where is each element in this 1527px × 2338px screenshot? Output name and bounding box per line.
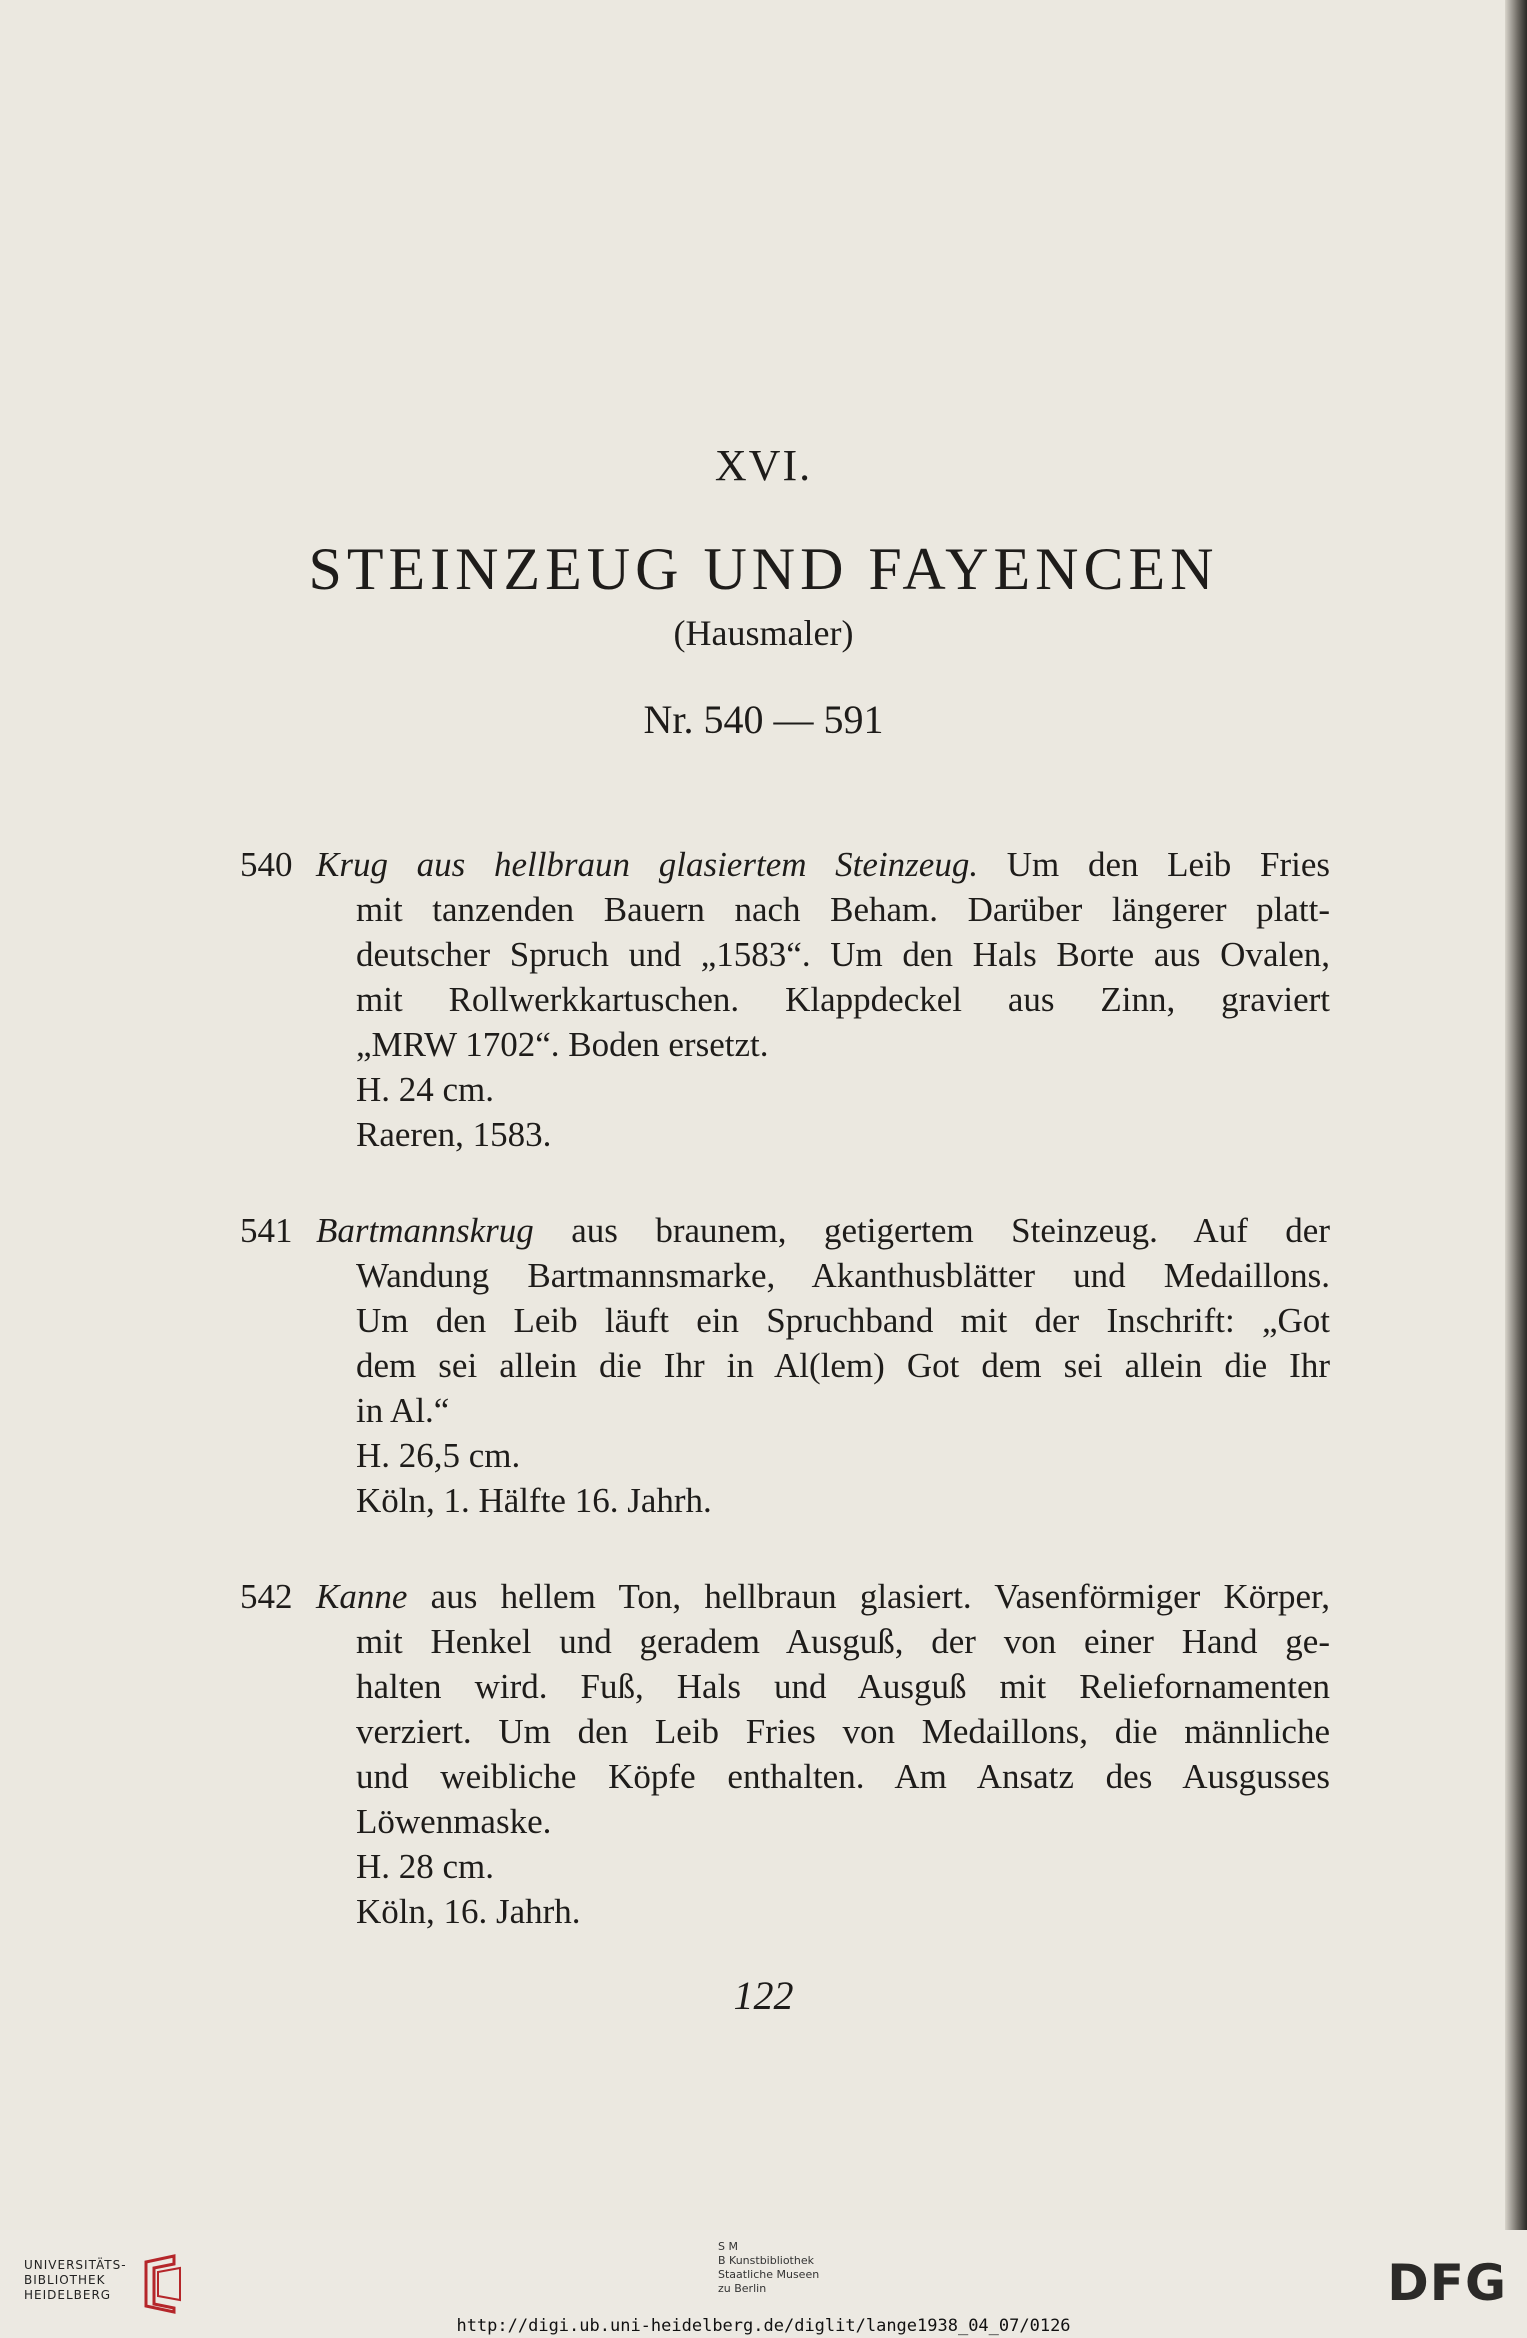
library-line: UNIVERSITÄTS-: [24, 2258, 127, 2272]
entry-line: [240, 1208, 1330, 1253]
section-range: Nr. 540 — 591: [643, 697, 884, 742]
entry-object-title: Kanne: [316, 1577, 408, 1616]
library-name: [24, 2258, 127, 2303]
museum-line: B Kunstbibliothek: [718, 2254, 814, 2267]
entry-line: Um den Leib läuft ein Spruchband mit der Inschrift: „Got: [356, 1301, 1330, 1340]
section-title: STEINZEUG UND FAYENCEN: [308, 536, 1219, 602]
entry-text: aus braunem, getigertem Steinzeug. Auf der: [533, 1211, 1330, 1250]
entry-line: Wandung Bartmannsmarke, Akanthusblätter und Medaillons.: [356, 1256, 1330, 1295]
page-edge-shadow: [1505, 0, 1527, 2230]
dfg-logo: DFG: [1387, 2254, 1507, 2312]
museum-line: Staatliche Museen: [718, 2268, 820, 2281]
entry-line: [240, 1574, 1330, 1619]
entry-height: H. 26,5 cm.: [356, 1436, 521, 1475]
entry-line: deutscher Spruch und „1583“. Um den Hals Borte aus Ovalen,: [356, 935, 1330, 974]
entry-number: 540: [240, 845, 293, 884]
entry-number: 542: [240, 1577, 293, 1616]
entry-height: H. 28 cm.: [356, 1847, 495, 1886]
library-line: BIBLIOTHEK: [24, 2273, 106, 2287]
entry-line: und weibliche Köpfe enthalten. Am Ansatz des Ausgusses: [356, 1757, 1330, 1796]
museum-line: S M: [718, 2240, 738, 2253]
museum-credit: [718, 2240, 819, 2296]
entry-line: mit tanzenden Bauern nach Beham. Darüber längerer platt-: [356, 890, 1330, 929]
library-logo-icon: [138, 2254, 188, 2314]
entry-object-title: Krug aus hellbraun glasiertem Steinzeug.: [316, 845, 979, 884]
section-number: XVI.: [714, 441, 813, 490]
entry-text: aus hellem Ton, hellbraun glasiert. Vasenförmiger Körper,: [407, 1577, 1330, 1616]
entry-origin: Raeren, 1583.: [356, 1115, 552, 1154]
catalog-entry-541: [240, 1208, 1330, 1523]
entry-line: halten wird. Fuß, Hals und Ausguß mit Reliefornamenten: [356, 1667, 1330, 1706]
entry-line: dem sei allein die Ihr in Al(lem) Got dem sei allein die Ihr: [356, 1346, 1330, 1385]
catalog-entry-540: [240, 842, 1330, 1157]
entry-object-title: Bartmannskrug: [316, 1211, 534, 1250]
entry-number: 541: [240, 1211, 293, 1250]
catalog-entry-542: [240, 1574, 1330, 1934]
entry-origin: Köln, 1. Hälfte 16. Jahrh.: [356, 1481, 712, 1520]
digitization-footer: [0, 2230, 1527, 2338]
entry-line: [240, 842, 1330, 887]
entry-origin: Köln, 16. Jahrh.: [356, 1892, 581, 1931]
museum-line: zu Berlin: [718, 2282, 767, 2295]
entry-line: Löwenmaske.: [356, 1802, 552, 1841]
section-subtitle: (Hausmaler): [673, 613, 854, 653]
source-url[interactable]: http://digi.ub.uni-heidelberg.de/diglit/lange1938_04_07/0126: [456, 2316, 1071, 2336]
entry-line: „MRW 1702“. Boden ersetzt.: [356, 1025, 769, 1064]
page-number: 122: [733, 1973, 794, 2018]
entry-line: in Al.“: [356, 1391, 450, 1430]
entry-line: mit Rollwerkkartuschen. Klappdeckel aus Zinn, graviert: [356, 980, 1330, 1019]
entry-height: H. 24 cm.: [356, 1070, 495, 1109]
library-line: HEIDELBERG: [24, 2288, 112, 2302]
entry-line: mit Henkel und geradem Ausguß, der von einer Hand ge-: [356, 1622, 1330, 1661]
entry-text: Um den Leib Fries: [978, 845, 1330, 884]
entry-line: verziert. Um den Leib Fries von Medaillons, die männliche: [356, 1712, 1330, 1751]
